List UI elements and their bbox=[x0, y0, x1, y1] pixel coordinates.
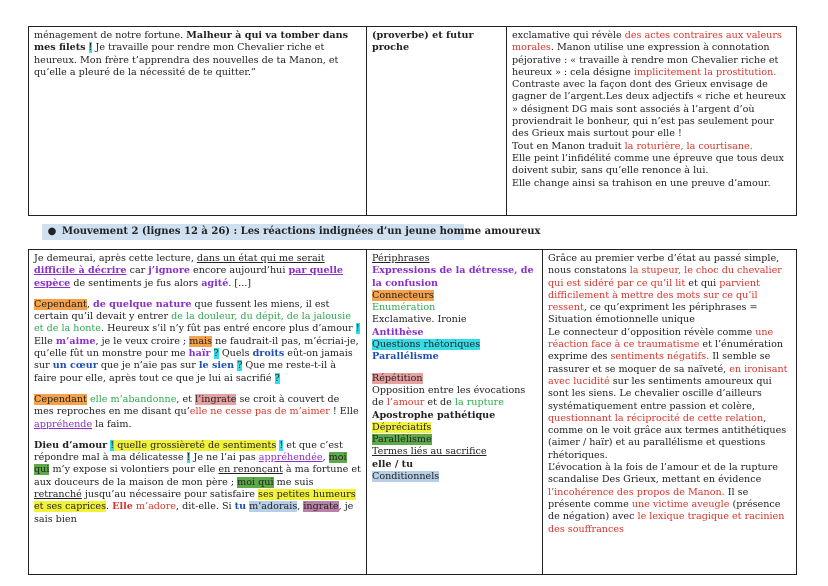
interpretation-key-text: sentiments négatifs. bbox=[610, 351, 710, 363]
distress-text: difficile à décrire bbox=[34, 265, 127, 277]
exclamation-highlight: ! bbox=[186, 452, 191, 464]
interpretation-text: Il se présente comme bbox=[548, 486, 749, 510]
excerpt-text: eût-on jamais sur bbox=[34, 348, 353, 372]
figure-enumeration: Enumération bbox=[372, 302, 436, 314]
tu-text: tu bbox=[234, 501, 247, 513]
connector-highlight: Cependant bbox=[34, 393, 87, 405]
interpretation-key-text: une victime aveugle bbox=[631, 498, 730, 510]
interpretation-text: Tout en Manon traduit bbox=[512, 140, 625, 152]
excerpt-text: Je demeurai, après cette lecture, bbox=[34, 253, 197, 264]
figure-label: (proverbe) et futur proche bbox=[372, 30, 474, 54]
interpretation-key-text: questionnant la réciprocité de cette relation bbox=[548, 412, 764, 424]
depreciative-highlight: ses petites humeurs et ses caprices bbox=[34, 489, 356, 513]
distress-text: agité bbox=[201, 277, 229, 289]
interpretation-text: Elle peint l’infidélité comme une épreuve que tous deux doivent subir, sans qu’elle renonce à lui. bbox=[512, 152, 784, 177]
figure-exclamative: Exclamative. Ironie bbox=[372, 314, 467, 326]
excerpt-text: ne faudrait-il pas, m’écriai-je, qu’elle fût un monstre pour me bbox=[34, 335, 359, 360]
interpretation-text: Elle change ainsi sa trahison en une preuve d’amour. bbox=[512, 177, 771, 189]
excerpt-text: , dit-elle. Si bbox=[175, 501, 235, 513]
connector-highlight: mais bbox=[189, 335, 213, 347]
figure-parallelism: Parallélisme bbox=[372, 351, 439, 363]
excerpt-text: Je travaille pour rendre mon Chevalier riche et heureux. Mon frère t’apprendra des nouvelles de ta Manon, et qu’elle a pleuré de la nécessité de te quitter.” bbox=[34, 42, 339, 78]
exclamation-highlight: ! bbox=[279, 439, 284, 451]
antithesis-text: haïr bbox=[188, 348, 211, 360]
interpretation-text: , comme on le voit grâce aux termes antithétiques (aimer / haïr) et au parallélisme et questions rhétoriques. bbox=[548, 412, 787, 461]
excerpt-text: que fussent les miens, il est certain qu’il devait y entrer bbox=[34, 298, 330, 323]
interpretation-key-text: l’incohérence des propos de Manon. bbox=[548, 486, 725, 498]
distress-text: par quelle espèce bbox=[34, 265, 343, 289]
excerpt-paragraph-4 bbox=[34, 440, 361, 526]
excerpt-text: , je le veux croire ; bbox=[95, 335, 190, 347]
exclamation-highlight: ! bbox=[88, 42, 93, 54]
interpretation-text: Il semble se rassurer et se moquer de sa naïveté, bbox=[548, 351, 771, 375]
interpretation-key-text: implicitement la prostitution. bbox=[633, 66, 777, 78]
excerpt-text: de sentiments je fus alors bbox=[70, 277, 202, 289]
figure-periphrases: Périphrases bbox=[372, 253, 430, 264]
excerpt-paragraph-2 bbox=[34, 299, 361, 385]
question-highlight: ? bbox=[237, 360, 243, 372]
table-row bbox=[29, 250, 797, 575]
parallelism-highlight: moi qui bbox=[34, 452, 347, 476]
excerpt-text: me suis bbox=[273, 476, 314, 488]
analysis-table-2 bbox=[28, 249, 797, 575]
interpretation-cell bbox=[507, 27, 797, 216]
text-excerpt-cell bbox=[29, 250, 367, 575]
excerpt-text: car bbox=[126, 265, 149, 277]
figure-cell bbox=[367, 27, 507, 216]
excerpt-text: . bbox=[106, 501, 113, 513]
excerpt-text: , bbox=[297, 501, 304, 513]
distress-text: j’ignore bbox=[148, 265, 190, 277]
antithesis-text: m’aime bbox=[55, 335, 96, 347]
interpretation-text: . Manon utilise une expression à connotation péjorative : « travaille à rendre mon Chevalier riche et heureux » : cela désigne bbox=[512, 42, 779, 78]
question-highlight: ? bbox=[274, 372, 280, 384]
section-heading-text: Mouvement 2 (lignes 12 à 26) : Les réactions indignées d’un jeune homme amoureux bbox=[62, 226, 541, 237]
excerpt-text: m’y expose si volontiers pour elle bbox=[49, 464, 219, 476]
parallelism-text: droits bbox=[252, 348, 285, 360]
repetition-highlight: ingrate bbox=[303, 501, 339, 513]
excerpt-text: Je ne l’ai pas bbox=[190, 452, 259, 464]
analysis-table-1 bbox=[28, 26, 797, 216]
interpretation-text: (présence de négation) avec bbox=[548, 498, 781, 523]
interpretation-cell bbox=[543, 250, 797, 575]
excerpt-text: ! Elle bbox=[329, 406, 359, 418]
figure-connectors: Connecteurs bbox=[372, 289, 434, 301]
excerpt-paragraph-1 bbox=[34, 253, 361, 290]
figure-distress: Expressions de la détresse, de la confusion bbox=[372, 265, 534, 289]
interpretation-text: , ce qu’expriment les périphrases = Situation émotionnelle unique bbox=[548, 302, 758, 326]
excerpt-text: se croit à couvert de mes reproches en me disant qu’ bbox=[34, 393, 340, 418]
excerpt-text: , je sais bien bbox=[34, 501, 354, 525]
interpretation-text: Grâce au premier verbe d’état au passé simple, nous constatons bbox=[548, 253, 780, 277]
figure-opposition: et de bbox=[424, 397, 455, 409]
excerpt-bold-text: Malheur à qui va tomber dans mes filets bbox=[34, 30, 349, 54]
interpretation-key-text: la roturière, la courtisane. bbox=[624, 140, 753, 152]
excerpt-text: , bbox=[322, 452, 329, 464]
excerpt-text: . Heureux s’il n’y fût pas entré encore plus d’amour bbox=[100, 323, 356, 335]
excerpt-text: jusqu’au nécessaire pour satisfaire bbox=[81, 489, 259, 501]
figure-repetition: Répétition bbox=[372, 372, 423, 384]
excerpt-text: la faim. bbox=[92, 418, 132, 430]
parallelism-text: un cœur bbox=[52, 360, 98, 372]
figures-cell bbox=[367, 250, 543, 575]
figure-conditionals: Conditionnels bbox=[372, 471, 440, 483]
excerpt-text: , bbox=[86, 298, 94, 310]
interpretation-text: Contraste avec la façon dont des Grieux envisage de gagner de l’argent.Les deux adjectifs « riche et heureux » désignent DG mais sont associés à l’argent d’où proviendrait le bonheur, qui n’est pas seulement pour des Grieux mais surtout pour elle ! bbox=[512, 79, 786, 140]
interpretation-text: L’évocation à la fois de l’amour et de la rupture scandalise Des Grieux, mettant en évidence bbox=[548, 462, 778, 486]
figure-apostrophe: Apostrophe pathétique bbox=[372, 409, 496, 421]
excerpt-text: , et bbox=[176, 393, 196, 405]
figure-sacrifice-terms: Termes liés au sacrifice bbox=[372, 446, 487, 458]
exclamation-highlight: ! bbox=[110, 439, 115, 451]
parallelism-text: le sien bbox=[198, 360, 235, 372]
figure-rhetorical-questions: Questions rhétoriques bbox=[372, 339, 481, 351]
excerpt-text: à ma fortune et aux douceurs de la maison de mon père ; bbox=[34, 464, 361, 488]
table-row bbox=[29, 27, 797, 216]
sacrifice-term: appréhendée bbox=[258, 452, 323, 464]
figure-opposition-rupture: la rupture bbox=[454, 397, 504, 409]
interpretation-text: exclamative qui révèle bbox=[512, 30, 625, 41]
interpretation-key-text: une réaction face à ce traumatisme bbox=[548, 326, 774, 351]
interpretation-key-text: le lexique tragique et racinien des souffrances bbox=[548, 511, 785, 535]
figure-parallelism-2: Parallélisme bbox=[372, 434, 432, 446]
interpretation-text: Le connecteur d’opposition révèle comme bbox=[548, 326, 756, 338]
text-excerpt-cell bbox=[29, 27, 367, 216]
interpretation-text: et qui bbox=[685, 277, 720, 289]
distress-text: de quelque nature bbox=[93, 298, 192, 310]
interpretation-key-text: en ironisant avec lucidité bbox=[548, 363, 788, 387]
section-heading bbox=[42, 224, 541, 240]
excerpt-text: Quels bbox=[218, 348, 253, 360]
conditional-highlight: m’adorais bbox=[249, 501, 298, 513]
figure-antithesis: Antithèse bbox=[372, 326, 424, 338]
elle-text: Elle bbox=[112, 501, 133, 513]
interpretation-key-text: la stupeur, le choc du chevalier qui est sidéré par ce qu’il lit bbox=[548, 265, 782, 289]
enumeration-text: de la douleur, du dépit, de la jalousie et de la honte bbox=[34, 311, 351, 335]
excerpt-paragraph-3 bbox=[34, 394, 361, 431]
figure-depreciatives: Dépréciatifs bbox=[372, 421, 432, 433]
interpretation-key-text: parvient difficilement à mettre des mots sur ce qu’il ressent bbox=[548, 277, 760, 314]
excerpt-text: que je n’aie pas sur bbox=[97, 360, 199, 372]
depreciative-highlight: quelle grossièreté de sentiments bbox=[114, 439, 277, 451]
figure-elle-tu: elle / tu bbox=[372, 458, 414, 470]
repetition-highlight: l’ingrate bbox=[195, 393, 237, 405]
exclamation-highlight: ! bbox=[355, 323, 360, 335]
love-text: m’adore bbox=[135, 501, 176, 513]
excerpt-text: encore aujourd’hui bbox=[190, 265, 289, 277]
figure-opposition: Opposition entre les évocations de bbox=[372, 384, 526, 409]
excerpt-text: et que c’est répondre mal à ma délicatesse bbox=[34, 439, 343, 464]
connector-highlight: Cependant bbox=[34, 298, 87, 310]
bullet-icon: ● bbox=[47, 226, 57, 237]
rupture-text: elle m’abandonne bbox=[89, 393, 177, 405]
interpretation-text: sur les sentiments amoureux qui sont les siens. Le chevalier oscille d’ailleurs systématiquement entre passion et colère, bbox=[548, 375, 772, 412]
interpretation-key-text: des actes contraires aux valeurs morales bbox=[512, 30, 782, 54]
excerpt-text: ménagement de notre fortune. bbox=[34, 30, 187, 41]
sacrifice-term: en renonçant bbox=[218, 464, 283, 476]
love-text: elle ne cesse pas de m’aimer bbox=[189, 406, 330, 418]
question-highlight: ? bbox=[213, 348, 219, 360]
excerpt-text: Elle bbox=[34, 335, 56, 347]
periphrase-text: dans un état qui me serait bbox=[196, 253, 325, 264]
excerpt-text: . [...] bbox=[228, 277, 252, 289]
interpretation-text: et l’énumération exprime des bbox=[548, 339, 784, 363]
apostrophe-text: Dieu d’amour bbox=[34, 439, 108, 451]
figure-opposition-love: l’amour bbox=[386, 397, 425, 409]
sacrifice-term: retranché bbox=[34, 489, 82, 501]
parallelism-highlight: moi qui bbox=[237, 476, 274, 488]
sacrifice-term: appréhende bbox=[34, 418, 93, 430]
excerpt-text: Que me reste-t-il à faire pour elle, après tout ce que je lui ai sacrifié bbox=[34, 360, 336, 384]
